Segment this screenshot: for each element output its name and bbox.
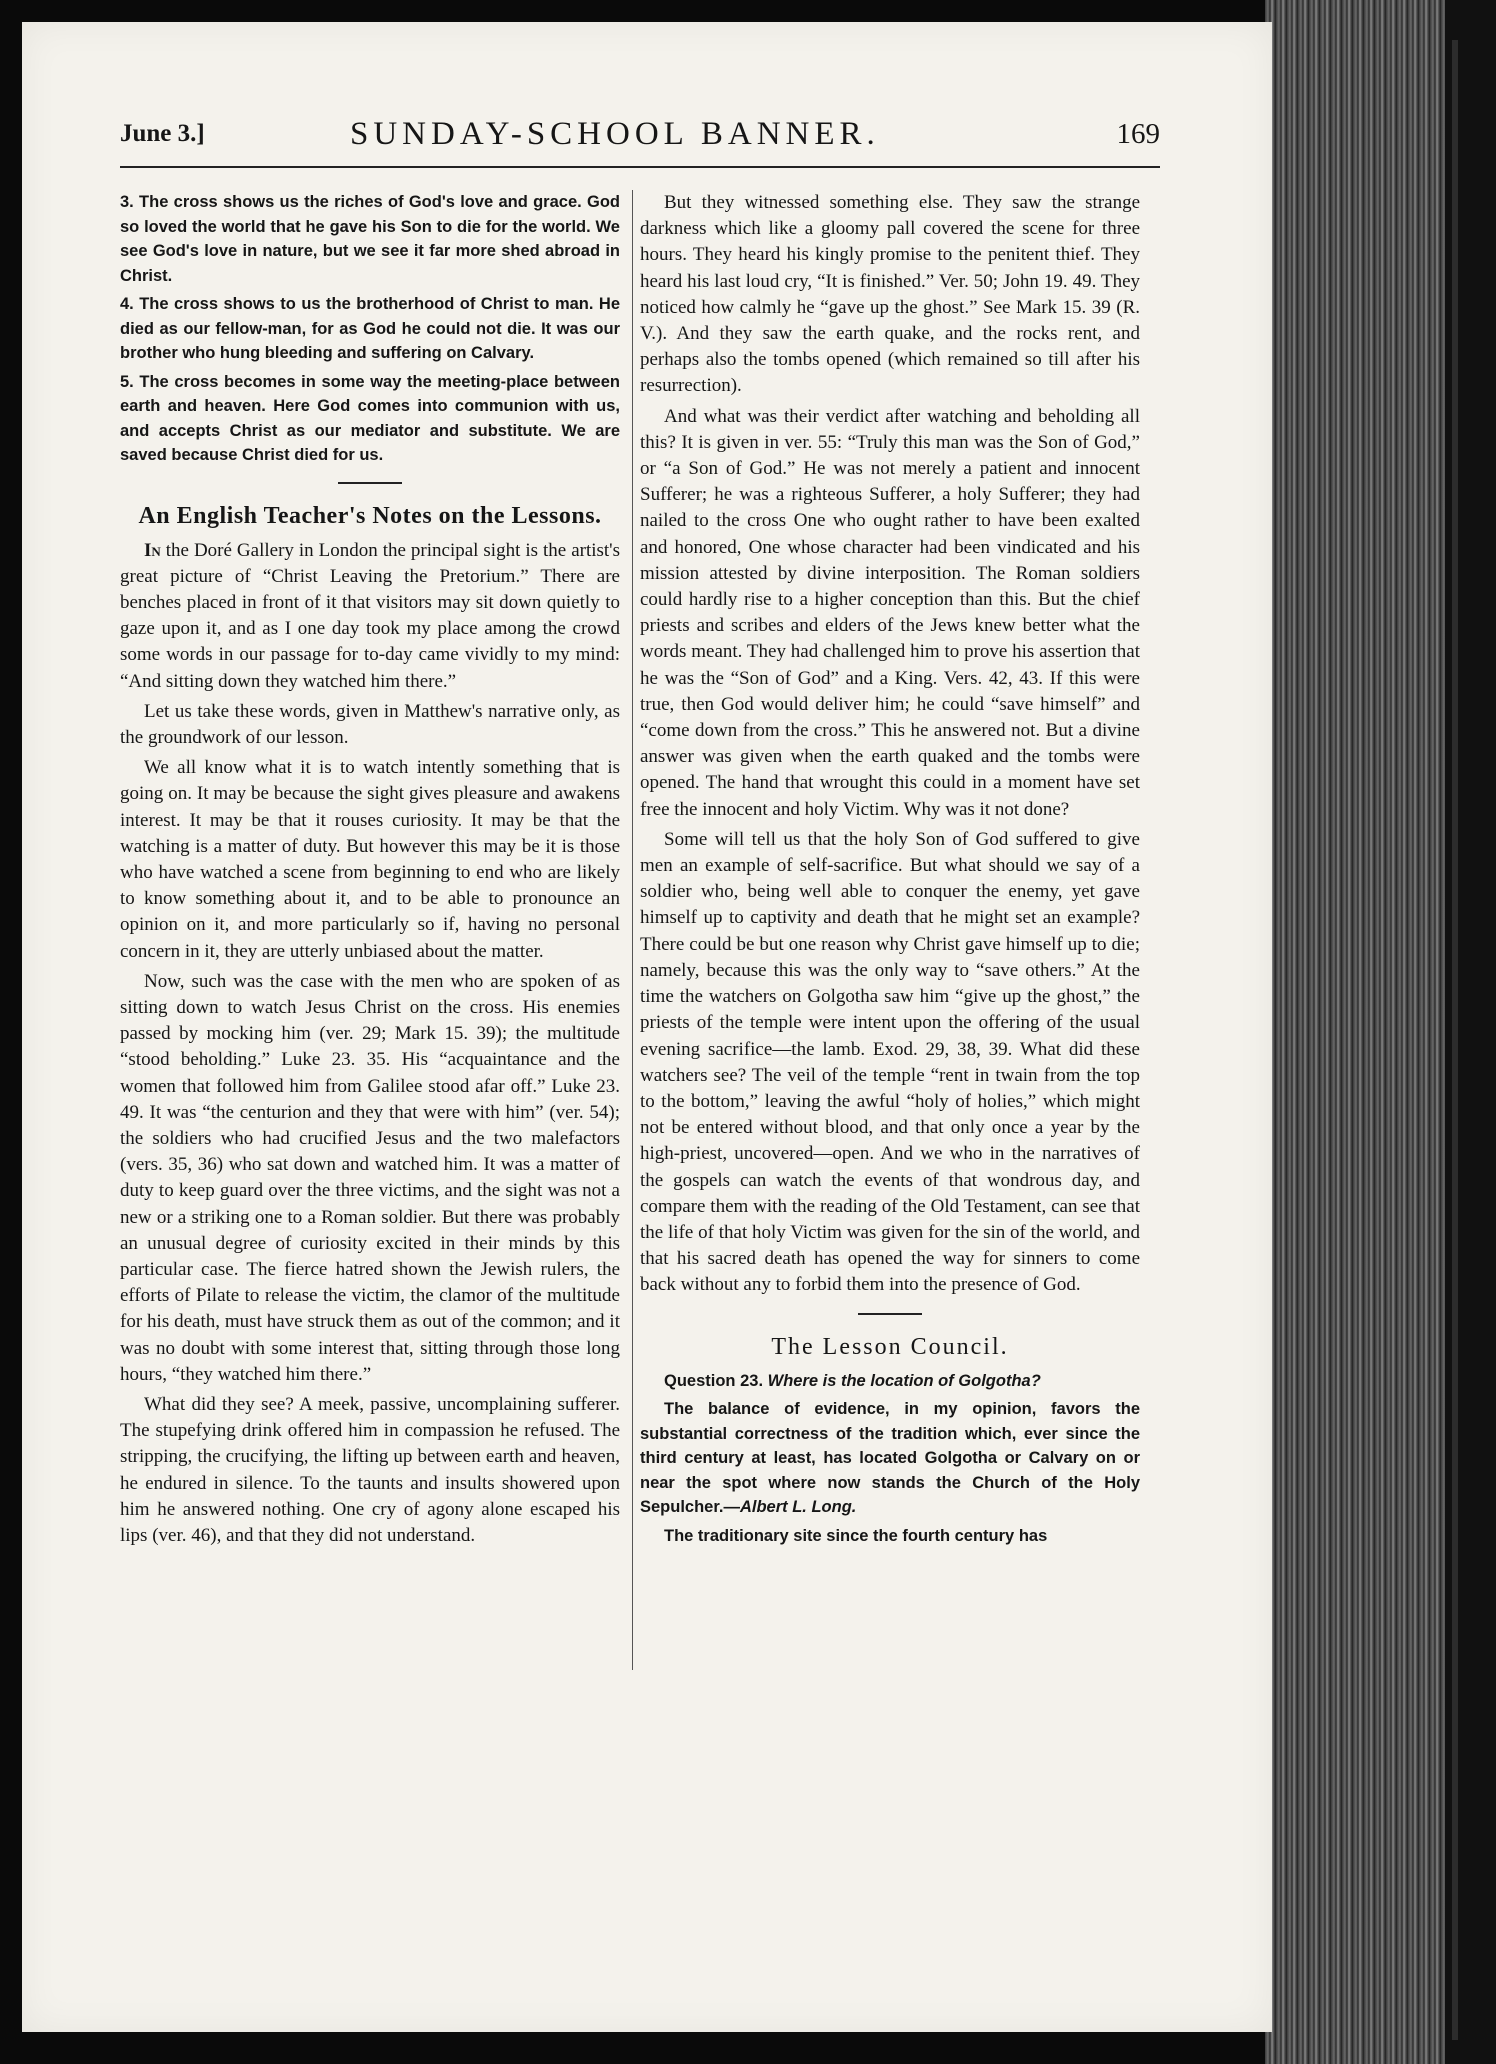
header-rule xyxy=(120,166,1160,168)
column-divider xyxy=(632,190,633,1670)
answer-signature: Albert L. Long. xyxy=(739,1498,857,1517)
answer-text: The balance of evidence, in my opinion, favors the substantial correctness of the tradition which, ever since the third century at least, has located Golgotha or Calvary on or near the spot where now stands the Church of the Holy Sepulcher.— xyxy=(640,1400,1140,1517)
section-title-lesson-council: The Lesson Council. xyxy=(771,1333,1009,1360)
body-paragraph: Now, such was the case with the men who are spoken of as sitting down to watch Jesus Christ on the cross. His enemies passed by mocking him (ver. 29; Mark 15. 39); the multitude “stood beholding.” Luke 23. 35. His “acquaintance and the women that followed him from Galilee stood afar off.” Luke 23. 49. It was “the centurion and they that were with him” (ver. 54); the soldiers who had crucified Jesus and the two malefactors (vers. 35, 36) who sat down and watched him. It was a matter of duty to keep guard over the three victims, and the sight was not a new or a striking one to a Roman soldier. But there was probably an unusual degree of curiosity excited in their minds by this particular case. The fierce hatred shown the Jewish rulers, the efforts of Pilate to release the victim, the clamor of the multitude for his death, must have struck them as out of the common; and it was no doubt with some interest that, sitting through those long hours, “they watched him there.” xyxy=(120,970,620,1385)
page-number: 169 xyxy=(1116,118,1160,150)
right-column xyxy=(640,190,1140,1552)
left-column xyxy=(120,190,620,1553)
body-paragraph xyxy=(120,538,620,695)
body-paragraph: What did they see? A meek, passive, uncomplaining sufferer. The stupefying drink offered him in compassion he refused. The stripping, the crucifying, the lifting up between earth and heaven, he endured in silence. To the taunts and insults showered upon him he answered nothing. One cry of agony alone escaped his lips (ver. 46), and that they did not understand. xyxy=(120,1394,620,1547)
lead-word: In xyxy=(144,539,161,561)
section-title-teacher-notes: An English Teacher's Notes on the Lessons. xyxy=(138,502,602,529)
question-line xyxy=(640,1369,1140,1394)
answer-paragraph-continued: The traditionary site since the fourth century has xyxy=(664,1526,1048,1545)
numbered-point-3: 3. The cross shows us the riches of God's love and grace. God so loved the world that he gave his Son to die for the world. We see God's love in nature, but we see it far more shed abroad in Christ. xyxy=(120,193,620,285)
body-paragraph: Let us take these words, given in Matthew's narrative only, as the groundwork of our lesson. xyxy=(120,700,620,748)
numbered-point-5: 5. The cross becomes in some way the meeting-place between earth and heaven. Here God comes into communion with us, and accepts Christ as our mediator and substitute. We are saved because Christ died for us. xyxy=(120,372,620,464)
section-separator xyxy=(858,1313,922,1315)
cover-spine-line xyxy=(1452,40,1458,2040)
body-paragraph: We all know what it is to watch intently something that is going on. It may be because the sight gives pleasure and awakens interest. It may be that it rouses curiosity. It may be that the watching is a matter of duty. But however this may be it is those who have watched a scene from beginning to end who are likely to know something about it, and to be able to pronounce an opinion on it, and more particularly so if, having no personal concern in it, they are utterly unbiased about the matter. xyxy=(120,757,620,962)
answer-paragraph xyxy=(640,1397,1140,1520)
header-title: SUNDAY-SCHOOL BANNER. xyxy=(350,116,880,152)
question-label: Question 23. xyxy=(664,1371,764,1390)
body-paragraph: And what was their verdict after watching and beholding all this? It is given in ver. 55: “Truly this man was the Son of God,” or “a Son of God.” He was not merely a patient and innocent Sufferer; he was a righteous Sufferer, a holy Sufferer; they had nailed to the cross One who ought rather to have been exalted and honored, One whose character had been vindicated and his mission attested by divine interposition. The Roman soldiers could hardly rise to a higher conception than this. But the chief priests and scribes and elders of the Jews knew better what the words meant. They had challenged him to prove his assertion that he was the “Son of God” and a King. Vers. 42, 43. If this were true, then God would deliver him; he could “save himself” and “come down from the cross.” This he answered not. But a divine answer was given when the earth quaked and the tombs were opened. The hand that wrought this could in a moment have set free the innocent and holy Victim. Why was it not done? xyxy=(640,405,1140,820)
body-paragraph-text: the Doré Gallery in London the principal sight is the artist's great picture of “Christ Leaving the Pretorium.” There are benches placed in front of it that visitors may sit down quietly to gaze upon it, and as I one day took my place among the crowd some words in our passage for to-day came vividly to my mind: “And sitting down they watched him there.” xyxy=(120,539,620,692)
body-paragraph: Some will tell us that the holy Son of God suffered to give men an example of self-sacrifice. But what should we say of a soldier who, being well able to conquer the enemy, yet gave himself up to captivity and death that he might set an example? There could be but one reason why Christ gave himself up to die; namely, because this was the only way to “save others.” At the time the watchers on Golgotha saw him “give up the ghost,” the priests of the temple were intent upon the offering of the usual evening sacrifice—the lamb. Exod. 29, 38, 39. What did these watchers see? The veil of the temple “rent in twain from the top to the bottom,” leaving the awful “holy of holies,” which might not be entered without blood, and that only once a year by the high-priest, uncovered—open. And we who in the narratives of the gospels can watch the events of that wondrous day, and compare them with the reading of the Old Testament, can see that the life of that holy Victim was given for the sin of the world, and that his sacred death has opened the way for sinners to come back without any to forbid them into the presence of God. xyxy=(640,828,1140,1296)
book-page-edges xyxy=(1265,0,1445,2064)
question-text: Where is the location of Golgotha? xyxy=(767,1371,1041,1390)
section-separator xyxy=(338,482,402,484)
body-paragraph: But they witnessed something else. They saw the strange darkness which like a gloomy pall covered the scene for three hours. They heard his kingly promise to the penitent thief. They heard his last loud cry, “It is finished.” Ver. 50; John 19. 49. They noticed how calmly he “gave up the ghost.” See Mark 15. 39 (R. V.). And they saw the earth quake, and the rocks rent, and perhaps also the tombs opened (which remained so till after his resurrection). xyxy=(640,192,1140,397)
numbered-point-4: 4. The cross shows to us the brotherhood of Christ to man. He died as our fellow-man, for as God he could not die. It was our brother who hung bleeding and suffering on Calvary. xyxy=(120,295,620,362)
running-header xyxy=(120,116,1160,160)
header-date: June 3.] xyxy=(120,120,205,147)
